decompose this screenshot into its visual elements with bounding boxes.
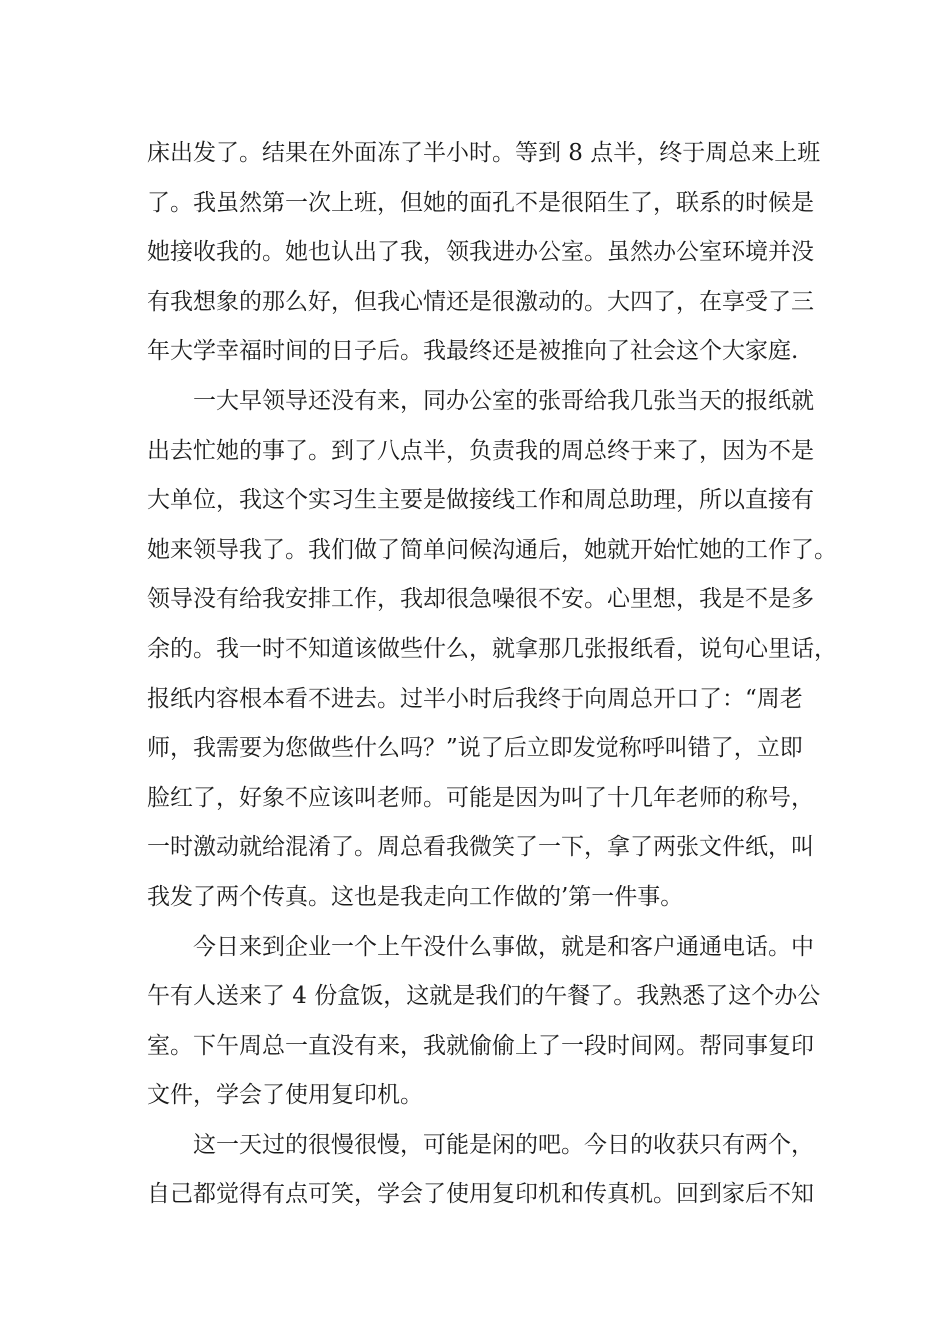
text-line: 午有人送来了 4 份盒饭，这就是我们的午餐了。我熟悉了这个办公 [147, 983, 821, 1010]
paragraph-2 [147, 377, 837, 923]
text-line: 师，我需要为您做些什么吗？”说了后立即发觉称呼叫错了，立即 [147, 735, 803, 762]
paragraph-3 [147, 923, 821, 1121]
text-line: 室。下午周总一直没有来，我就偷偷上了一段时间网。帮同事复印 [147, 1032, 814, 1059]
text-line: 领导没有给我安排工作，我却很急噪很不安。心里想，我是不是多 [147, 586, 814, 613]
text-line: 床出发了。结果在外面冻了半小时。等到 8 点半，终于周总来上班 [147, 140, 821, 166]
text-line: 出去忙她的事了。到了八点半，负责我的周总终于来了，因为不是 [147, 437, 814, 464]
text-line: 年大学幸福时间的日子后。我最终还是被推向了社会这个大家庭. [147, 338, 799, 365]
text-line: 余的。我一时不知道该做些什么，就拿那几张报纸看，说句心里话， [147, 635, 837, 662]
text-line: 报纸内容根本看不进去。过半小时后我终于向周总开口了：“周老 [147, 685, 803, 712]
text-line: 一大早领导还没有来，同办公室的张哥给我几张当天的报纸就 [193, 387, 814, 414]
text-line: 这一天过的很慢很慢，可能是闲的吧。今日的收获只有两个， [193, 1131, 814, 1158]
text-line: 大单位，我这个实习生主要是做接线工作和周总助理，所以直接有 [147, 487, 814, 514]
text-line: 今日来到企业一个上午没什么事做，就是和客户通通电话。中 [193, 933, 814, 960]
document-body [147, 129, 837, 1220]
text-line: 自己都觉得有点可笑，学会了使用复印机和传真机。回到家后不知 [147, 1181, 814, 1208]
text-line: 我发了两个传真。这也是我走向工作做的’第一件事。 [147, 883, 684, 910]
text-line: 有我想象的那么好，但我心情还是很激动的。大四了，在享受了三 [147, 288, 814, 315]
text-line: 一时激动就给混淆了。周总看我微笑了一下，拿了两张文件纸，叫 [147, 834, 814, 861]
text-line: 文件，学会了使用复印机。 [147, 1082, 423, 1109]
paragraph-4 [147, 1121, 817, 1220]
text-line: 脸红了，好象不应该叫老师。可能是因为叫了十几年老师的称号， [147, 784, 814, 811]
paragraph-1 [147, 129, 821, 377]
text-line: 了。我虽然第一次上班，但她的面孔不是很陌生了，联系的时候是 [147, 189, 814, 216]
text-line: 她接收我的。她也认出了我，领我进办公室。虽然办公室环境并没 [147, 239, 814, 266]
text-line: 她来领导我了。我们做了简单问候沟通后，她就开始忙她的工作了。 [147, 536, 837, 563]
